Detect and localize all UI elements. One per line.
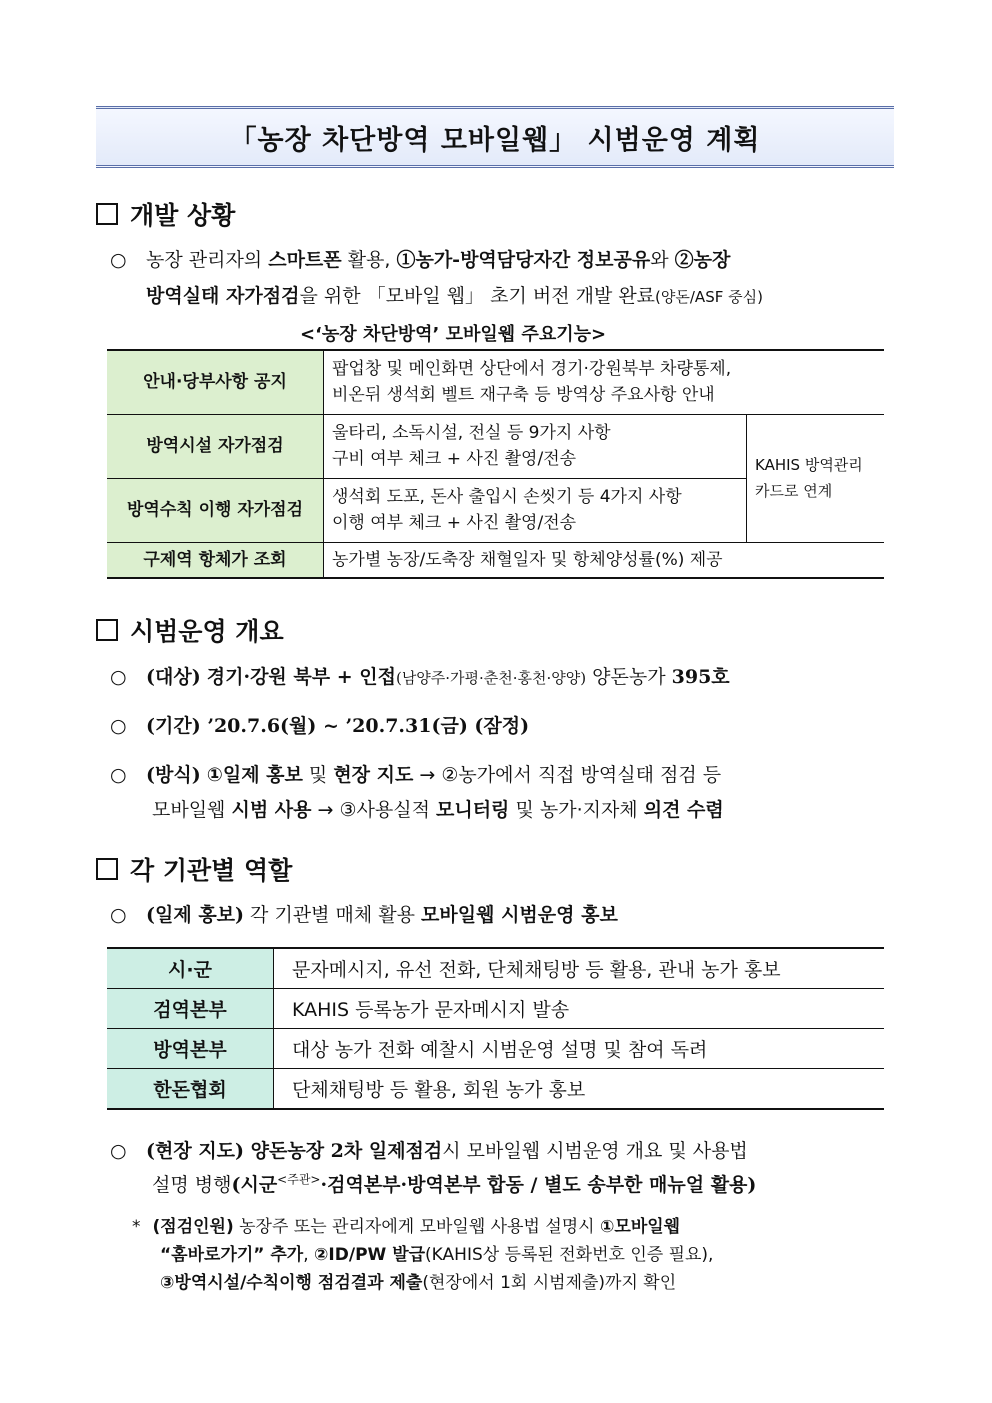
org-task: 대상 농가 전화 예찰시 시범운영 설명 및 참여 독려 — [274, 1029, 885, 1069]
table-row — [107, 1069, 884, 1110]
text: 양돈농가 — [586, 666, 672, 688]
text: 의견 수렴 — [643, 799, 724, 821]
feature-desc — [324, 350, 885, 414]
text: 이행 여부 체크 + 사진 촬영/전송 — [332, 513, 577, 533]
text: (기간) — [146, 715, 201, 737]
table-row — [107, 1029, 884, 1069]
text: 경기·강원 북부 + 인접 — [206, 666, 396, 688]
circle-bullet-icon: ○ — [110, 715, 127, 737]
text: , — [303, 1245, 315, 1265]
text: 농장주 또는 관리자에게 모바일웹 사용법 설명시 — [233, 1217, 601, 1237]
text: 울타리, 소독시설, 전실 등 9가지 사항 — [332, 423, 611, 443]
section-title: 각 기관별 역할 — [130, 856, 293, 885]
text: (남양주·가평·춘천·홍천·양양) — [395, 669, 587, 687]
circle-bullet-icon: ○ — [110, 764, 127, 786]
text: 농장 관리자의 — [146, 249, 269, 271]
dev-line-1 — [110, 245, 730, 272]
feature-name: 구제역 항체가 조회 — [107, 542, 324, 578]
feature-desc — [324, 414, 747, 478]
circle-bullet-icon: ○ — [110, 904, 127, 926]
feature-name: 안내·당부사항 공지 — [107, 350, 324, 414]
table-row — [107, 350, 884, 414]
org-task: KAHIS 등록농가 문자메시지 발송 — [274, 989, 885, 1029]
circle-bullet-icon: ○ — [110, 1140, 127, 1162]
text: 을 위한 「모바일 웹」 초기 버전 개발 완료 — [299, 285, 656, 307]
section-title: 개발 상황 — [130, 201, 236, 230]
org-name: 한돈협회 — [107, 1069, 274, 1110]
section-title: 시범운영 개요 — [130, 617, 284, 646]
table-caption: <‘농장 차단방역’ 모바일웹 주요기능> — [300, 324, 607, 345]
text: (현장에서 1회 시범제출)까지 확인 — [422, 1273, 677, 1293]
text: 비온뒤 생석회 벨트 재구축 등 방역상 주요사항 안내 — [332, 385, 715, 406]
text: (일제 홍보) — [146, 904, 245, 926]
checkbox-square-icon — [96, 203, 118, 225]
feature-desc: 농가별 농장/도축장 채혈일자 및 항체양성률(%) 제공 — [324, 542, 885, 578]
text: 시범 사용 — [231, 799, 312, 821]
text: 카드로 연계 — [755, 482, 833, 500]
overview-target — [110, 662, 730, 689]
overview-method-1 — [110, 760, 721, 787]
text: ①모바일웹 — [600, 1217, 681, 1237]
table-row — [107, 414, 884, 478]
text: 각 기관별 매체 활용 — [244, 904, 422, 926]
text: 활용, — [341, 249, 397, 271]
document-title-box — [96, 106, 894, 168]
text: “홈바로가기” 추가 — [160, 1245, 304, 1265]
text: 및 — [302, 764, 334, 786]
text: 양돈농장 2차 일제점검 — [244, 1140, 443, 1162]
text: (시군 — [231, 1174, 278, 1196]
note-line-2 — [160, 1240, 713, 1265]
text: (양돈/ASF 중심) — [655, 288, 763, 306]
checkbox-square-icon — [96, 858, 118, 880]
feature-desc — [324, 478, 747, 542]
feature-name: 방역수칙 이행 자가점검 — [107, 478, 324, 542]
overview-period — [110, 711, 529, 738]
kahis-note — [747, 414, 885, 542]
org-task: 단체채팅방 등 활용, 회원 농가 홍보 — [274, 1069, 885, 1110]
text: ·검역본부·방역본부 합동 / 별도 송부한 매뉴얼 활용) — [320, 1174, 757, 1196]
text: <주관> — [277, 1172, 321, 1187]
feature-name: 방역시설 자가점검 — [107, 414, 324, 478]
overview-method-2 — [152, 795, 724, 822]
text: (KAHIS상 등록된 전화번호 인증 필요), — [425, 1245, 714, 1265]
org-name: 시·군 — [107, 948, 274, 989]
text: ’20.7.6(월) ~ ’20.7.31(금) (잠정) — [207, 715, 530, 737]
checkbox-square-icon — [96, 619, 118, 641]
org-name: 검역본부 — [107, 989, 274, 1029]
text: KAHIS 방역관리 — [755, 456, 863, 474]
text: 팝업창 및 메인화면 상단에서 경기·강원북부 차량통제, — [332, 359, 732, 380]
note-line-3 — [160, 1268, 676, 1293]
note-line-1 — [132, 1212, 680, 1237]
document-title: 「농장 차단방역 모바일웹」 시범운영 계획 — [229, 124, 761, 156]
section-heading-development — [96, 196, 235, 232]
roles-field-2 — [152, 1170, 756, 1197]
text: 현장 지도 — [333, 764, 414, 786]
text: 및 농가·지자체 — [509, 799, 644, 821]
text: 시 모바일웹 시범운영 개요 및 사용법 — [442, 1140, 748, 1162]
roles-table — [107, 947, 884, 1110]
text: 모바일웹 — [152, 799, 232, 821]
org-name: 방역본부 — [107, 1029, 274, 1069]
text: ③방역시설/수칙이행 점검결과 제출 — [160, 1273, 423, 1293]
circle-bullet-icon: ○ — [110, 666, 127, 688]
text: ②농장 — [674, 249, 731, 271]
dev-line-2 — [146, 281, 763, 308]
features-table — [107, 349, 884, 579]
text: (대상) — [146, 666, 201, 688]
text: 와 — [650, 249, 675, 271]
section-heading-overview — [96, 612, 284, 648]
section-heading-roles — [96, 851, 292, 887]
circle-bullet-icon: ○ — [110, 249, 127, 271]
text: 방역실태 자가점검 — [146, 285, 300, 307]
table-row — [107, 948, 884, 989]
table-row — [107, 542, 884, 578]
roles-field-1 — [110, 1136, 748, 1163]
asterisk-icon: * — [132, 1217, 141, 1237]
text: 설명 병행 — [152, 1174, 232, 1196]
text: → ②농가에서 직접 방역실태 점검 등 — [413, 764, 722, 786]
roles-promo — [110, 900, 618, 927]
text: → ③사용실적 — [311, 799, 436, 821]
text: 스마트폰 — [268, 249, 342, 271]
text: ②ID/PW 발급 — [314, 1245, 426, 1265]
text: ①일제 홍보 — [206, 764, 303, 786]
text: 구비 여부 체크 + 사진 촬영/전송 — [332, 449, 577, 469]
text: (방식) — [146, 764, 201, 786]
text: (현장 지도) — [146, 1140, 245, 1162]
text: 생석회 도포, 돈사 출입시 손씻기 등 4가지 사항 — [332, 487, 682, 507]
table-row — [107, 989, 884, 1029]
text: 모니터링 — [436, 799, 510, 821]
text: 모바일웹 시범운영 홍보 — [421, 904, 618, 926]
text: (점검인원) — [152, 1217, 234, 1237]
org-task: 문자메시지, 유선 전화, 단체채팅방 등 활용, 관내 농가 홍보 — [274, 948, 885, 989]
text: 395호 — [671, 666, 730, 688]
text: ①농가-방역담당자간 정보공유 — [396, 249, 651, 271]
